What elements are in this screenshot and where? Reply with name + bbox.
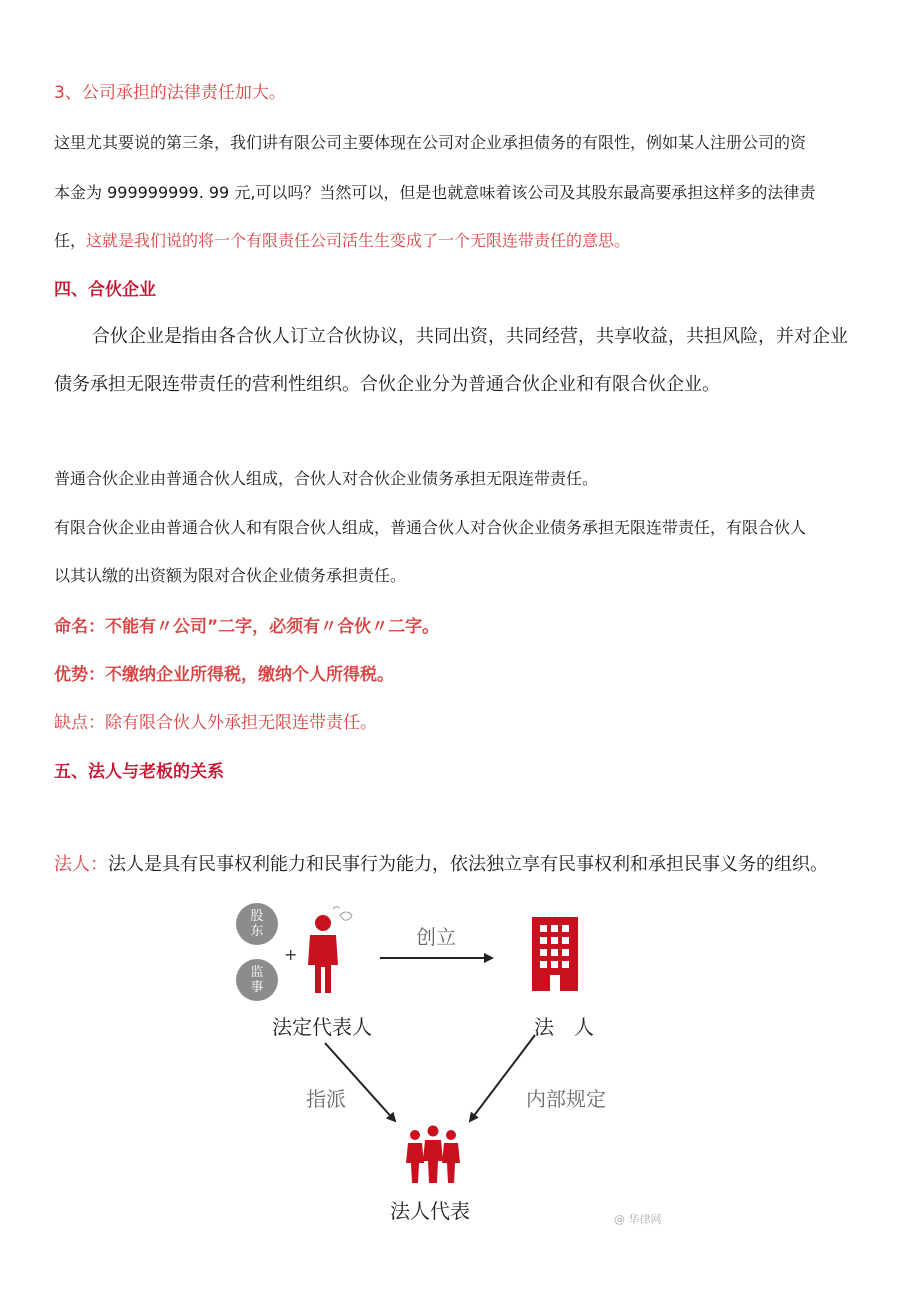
watermark: @ 华律网 (614, 1213, 662, 1226)
section-heading-4: 四、合伙企业 (54, 280, 156, 300)
paragraph-line: 这里尤其要说的第三条，我们讲有限公司主要体现在公司对企业承担债务的有限性，例如某人注册公司的资 (54, 133, 807, 152)
paragraph-line: 本金为 999999999. 99 元,可以吗？当然可以，但是也就意味着该公司及其股东最高要承担这样多的法律责 (54, 183, 816, 202)
legal-person-diagram (230, 895, 690, 1235)
paragraph-line: 债务承担无限连带责任的营利性组织。合伙企业分为普通合伙企业和有限合伙企业。 (54, 374, 720, 395)
circle-text: 东 (250, 924, 264, 939)
definition-label: 法人： (54, 854, 108, 875)
point-3-heading: 3、公司承担的法律责任加大。 (54, 83, 286, 103)
naming-rule: 命名：不能有〃公司”二字，必须有〃合伙〃二字。 (54, 617, 440, 637)
legal-representative-icon (308, 907, 352, 993)
paragraph-line: 合伙企业是指由各合伙人订立合伙协议，共同出资，共同经营，共享收益，共担风险，并对企业 (92, 326, 848, 347)
appoint-label: 指派 (306, 1087, 346, 1111)
building-icon (532, 917, 578, 991)
plus-sign: + (284, 945, 298, 964)
section-heading-5: 五、法人与老板的关系 (54, 762, 224, 782)
advantage: 优势：不缴纳企业所得税，缴纳个人所得税。 (54, 665, 394, 685)
group-representatives-icon (406, 1126, 460, 1184)
paragraph-line: 有限合伙企业由普通合伙人和有限合伙人组成，普通合伙人对合伙企业债务承担无限连带责任，有限合伙人 (54, 518, 807, 537)
legal-person-label: 法 人 (534, 1015, 594, 1039)
circle-text: 股 (250, 909, 264, 924)
representative-label: 法人代表 (390, 1199, 470, 1223)
establish-label: 创立 (416, 925, 456, 949)
legal-representative-label: 法定代表人 (272, 1015, 372, 1039)
diagram-graphics (230, 895, 690, 1235)
highlight-text: 这就是我们说的将一个有限责任公司活生生变成了一个无限连带责任的意思。 (86, 231, 631, 250)
legal-person-definition (54, 850, 828, 876)
paragraph-text: 任， (54, 231, 87, 250)
internal-rules-label: 内部规定 (526, 1087, 606, 1111)
paragraph-line (54, 228, 630, 251)
circle-text: 监 (250, 965, 264, 980)
definition-text: 法人是具有民事权利能力和民事行为能力，依法独立享有民事权利和承担民事义务的组织。 (108, 854, 828, 875)
paragraph-line: 普通合伙企业由普通合伙人组成，合伙人对合伙企业债务承担无限连带责任。 (54, 469, 599, 488)
circle-text: 事 (250, 980, 264, 995)
disadvantage: 缺点：除有限合伙人外承担无限连带责任。 (54, 713, 377, 733)
paragraph-line: 以其认缴的出资额为限对合伙企业债务承担责任。 (54, 566, 407, 585)
